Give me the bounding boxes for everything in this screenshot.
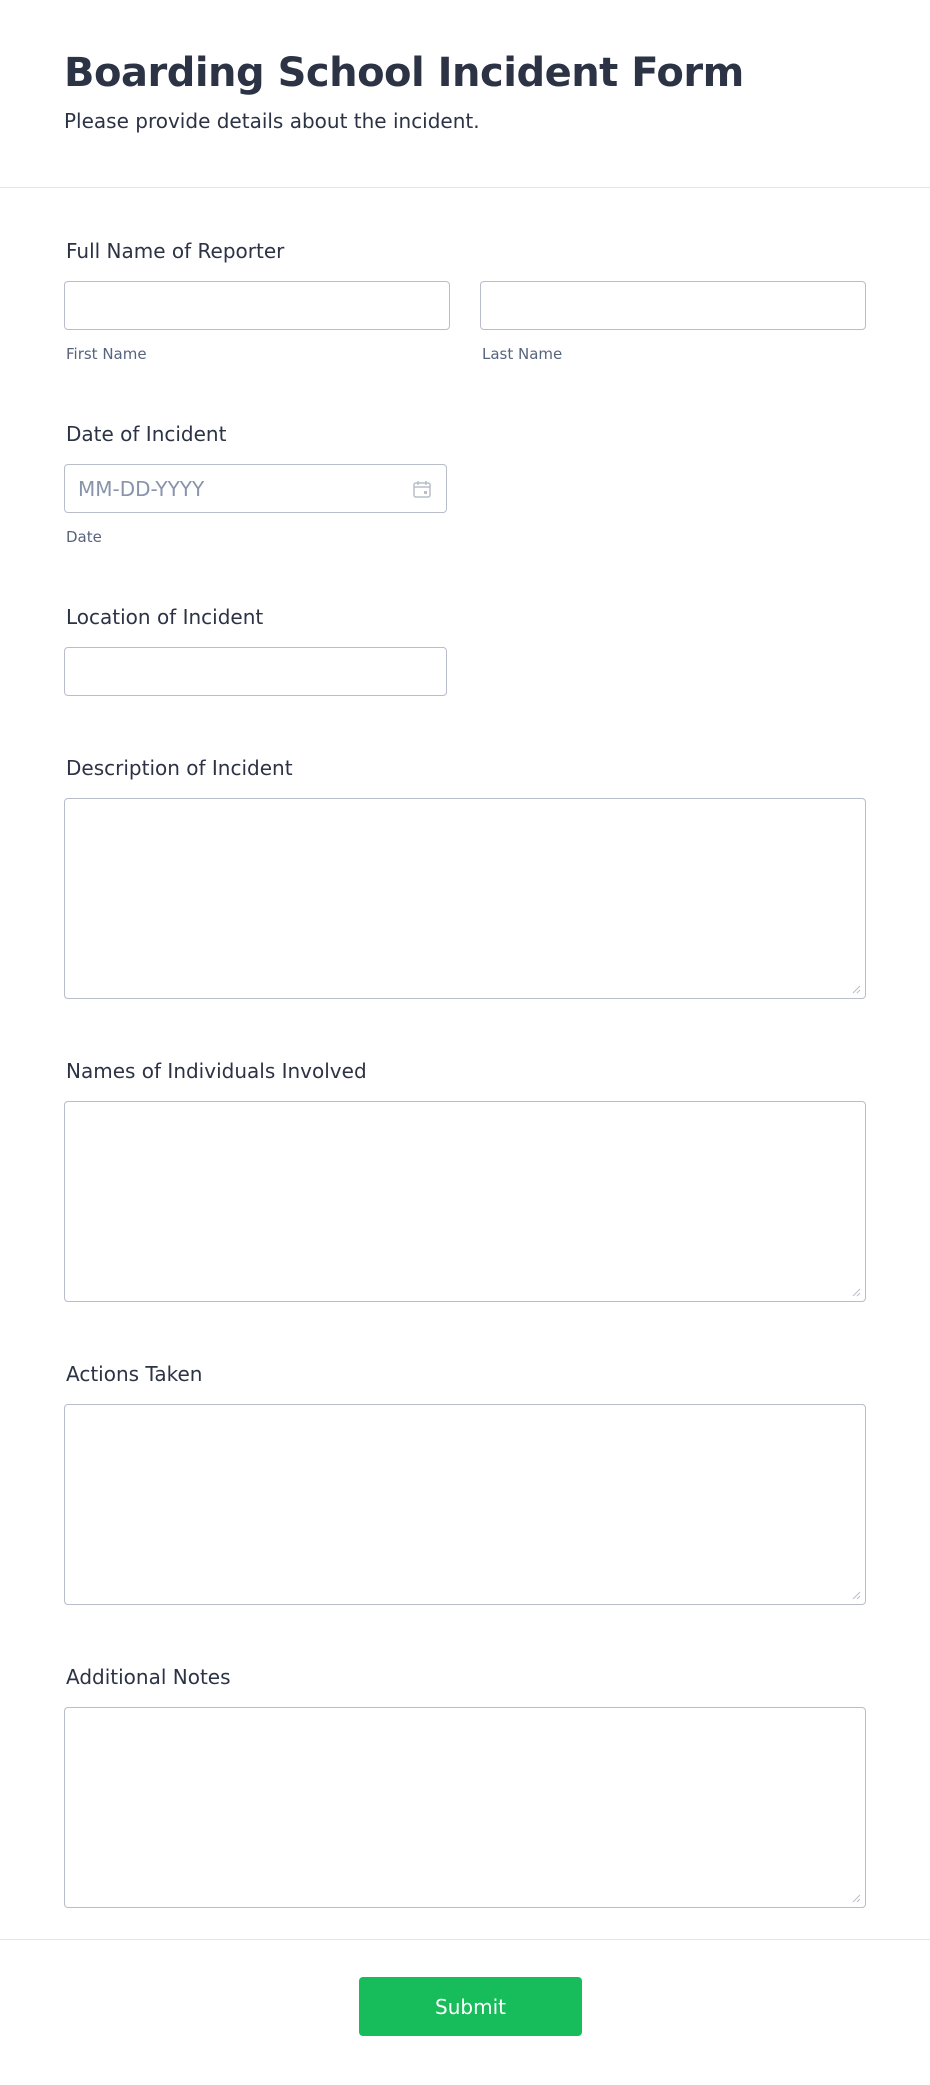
- individuals-involved-textarea[interactable]: [64, 1101, 866, 1302]
- footer-divider: [0, 1939, 930, 1940]
- actions-taken-textarea[interactable]: [64, 1404, 866, 1605]
- last-name-input[interactable]: [480, 281, 866, 330]
- resize-handle-icon[interactable]: [851, 1893, 861, 1903]
- resize-handle-icon[interactable]: [851, 1590, 861, 1600]
- incident-date-label: Date of Incident: [66, 422, 227, 446]
- incident-description-label: Description of Incident: [66, 756, 293, 780]
- reporter-name-label: Full Name of Reporter: [66, 239, 285, 263]
- incident-location-input[interactable]: [64, 647, 447, 696]
- actions-taken-label: Actions Taken: [66, 1362, 203, 1386]
- incident-description-textarea[interactable]: [64, 798, 866, 999]
- form-title: Boarding School Incident Form: [64, 50, 744, 96]
- additional-notes-label: Additional Notes: [66, 1665, 231, 1689]
- date-sublabel: Date: [66, 528, 102, 546]
- first-name-input[interactable]: [64, 281, 450, 330]
- resize-handle-icon[interactable]: [851, 1287, 861, 1297]
- incident-location-label: Location of Incident: [66, 605, 264, 629]
- submit-button[interactable]: Submit: [359, 1977, 582, 2036]
- incident-date-input[interactable]: [64, 464, 447, 513]
- form-header: [0, 0, 930, 188]
- additional-notes-textarea[interactable]: [64, 1707, 866, 1908]
- form-subtitle: Please provide details about the incident.: [64, 109, 480, 133]
- last-name-sublabel: Last Name: [482, 345, 563, 363]
- first-name-sublabel: First Name: [66, 345, 147, 363]
- individuals-involved-label: Names of Individuals Involved: [66, 1059, 367, 1083]
- calendar-icon[interactable]: [412, 479, 432, 499]
- date-placeholder: MM-DD-YYYY: [78, 477, 205, 501]
- resize-handle-icon[interactable]: [851, 984, 861, 994]
